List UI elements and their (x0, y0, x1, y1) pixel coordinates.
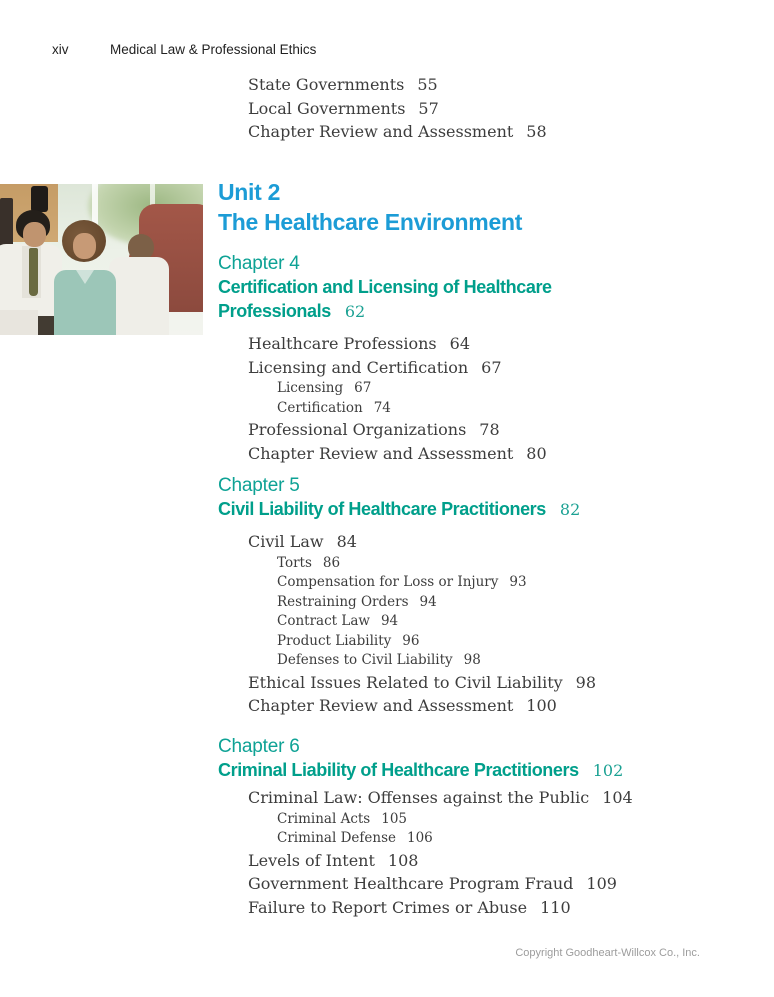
toc-entry-title: Chapter Review and Assessment (248, 122, 514, 141)
photo-doctor-tie (29, 248, 38, 296)
toc-entry (277, 399, 547, 419)
toc-entry-title: Chapter Review and Assessment (248, 443, 514, 463)
toc-entry-page-number: 94 (380, 613, 399, 629)
chapter-4-heading (218, 252, 678, 324)
chapter-label: Chapter 4 (218, 253, 300, 274)
toc-entry-page-number: 93 (509, 574, 527, 590)
toc-entry-page-number: 108 (387, 850, 419, 870)
toc-entry-title: Certification (277, 399, 363, 416)
toc-entry-title: Restraining Orders (277, 593, 409, 610)
toc-entry-page-number: 74 (373, 399, 391, 416)
copyright-notice: Copyright Goodheart-Willcox Co., Inc. (515, 947, 700, 959)
toc-entry-page-number: 98 (575, 672, 597, 692)
toc-entry-title: Criminal Law: Offenses against the Public (248, 788, 590, 807)
toc-entry-title: Chapter Review and Assessment (248, 696, 514, 715)
toc-entry (248, 73, 547, 97)
toc-entry (277, 810, 633, 830)
toc-entry-page-number: 84 (336, 532, 357, 551)
chapter-title (218, 497, 774, 522)
toc-entry-title: Ethical Issues Related to Civil Liability (248, 672, 563, 692)
toc-entry-page-number: 110 (540, 897, 571, 917)
toc-entry-page-number: 58 (526, 122, 547, 141)
toc-entry (248, 530, 596, 554)
toc-entry (277, 593, 596, 613)
toc-entry-page-number: 67 (481, 357, 502, 377)
toc-entry-title: Healthcare Professions (248, 334, 437, 353)
chapter-6-entries (248, 786, 633, 919)
toc-entry (277, 651, 596, 671)
photo-background-person-body (109, 257, 169, 335)
toc-entry-title: Government Healthcare Program Fraud (248, 874, 574, 893)
toc-entry-page-number: 80 (526, 443, 547, 463)
toc-entry-page-number: 100 (526, 696, 557, 715)
toc-entry-title: Product Liability (277, 632, 392, 649)
toc-entry (248, 849, 633, 873)
toc-entry-title: Defenses to Civil Liability (277, 652, 453, 668)
toc-entry (248, 418, 547, 442)
toc-entry-title: Contract Law (277, 613, 370, 629)
chapter-title (218, 275, 678, 324)
toc-entry (248, 356, 547, 380)
chapter-5-entries (248, 530, 596, 718)
toc-entry-title: Licensing (277, 380, 344, 396)
toc-entry-title: State Governments (248, 75, 405, 94)
toc-entry-page-number: 109 (586, 874, 617, 893)
page-folio: xiv (52, 42, 69, 57)
toc-entry-page-number: 104 (602, 788, 633, 807)
healthcare-workers-photo (0, 184, 203, 335)
toc-entry (248, 671, 596, 695)
toc-entry (248, 442, 547, 466)
toc-entry (277, 612, 596, 632)
toc-entry (277, 829, 633, 849)
toc-entry-page-number: 55 (417, 75, 438, 94)
chapter-label: Chapter 5 (218, 475, 300, 496)
toc-entry-page-number: 96 (402, 632, 420, 649)
book-title: Medical Law & Professional Ethics (110, 42, 317, 57)
toc-entry (277, 554, 596, 574)
toc-entry-title: Local Governments (248, 98, 406, 118)
toc-entry-title: Criminal Acts (277, 810, 371, 827)
chapter-6-heading (218, 735, 774, 783)
toc-entry (277, 632, 596, 652)
toc-entry (277, 573, 596, 593)
toc-entries-chapter3-tail (248, 73, 547, 144)
toc-entry-page-number: 106 (406, 830, 433, 846)
toc-entry-title: Failure to Report Crimes or Abuse (248, 897, 528, 917)
photo-wall-machine (0, 198, 13, 250)
toc-entry-title: Compensation for Loss or Injury (277, 574, 499, 590)
toc-entry-title: Professional Organizations (248, 420, 467, 439)
toc-entry (248, 120, 547, 144)
toc-entry (277, 379, 547, 399)
toc-entry-title: Civil Law (248, 532, 324, 551)
toc-entry-title: Levels of Intent (248, 850, 375, 870)
toc-entry (248, 332, 547, 356)
toc-entry-page-number: 86 (322, 554, 341, 571)
toc-entry-page-number: 105 (381, 810, 408, 827)
toc-entry (248, 694, 596, 718)
chapter-label: Chapter 6 (218, 736, 300, 757)
chapter-title-text: Certification and Licensing of Healthcare Professionals (218, 277, 552, 321)
toc-entry-title: Torts (277, 554, 312, 571)
toc-entry-page-number: 94 (419, 593, 437, 610)
unit-label: Unit 2 (218, 179, 281, 205)
toc-entry-page-number: 64 (449, 334, 470, 353)
unit-heading (218, 177, 522, 237)
toc-entry-page-number: 67 (354, 380, 372, 396)
chapter-page-number: 82 (559, 500, 581, 519)
chapter-title (218, 758, 774, 783)
unit-title: The Healthcare Environment (218, 209, 523, 235)
toc-entry-page-number: 98 (463, 652, 481, 668)
chapter-page-number: 62 (344, 302, 366, 321)
toc-entry (248, 896, 633, 920)
photo-foreground-table (0, 310, 38, 335)
toc-entry-page-number: 78 (479, 420, 500, 439)
chapter-5-heading (218, 474, 774, 522)
toc-entry (248, 97, 547, 121)
toc-entry-title: Criminal Defense (277, 830, 396, 846)
photo-nurse-face (73, 233, 96, 259)
chapter-4-entries (248, 332, 547, 465)
photo-wall-phone (31, 186, 48, 212)
chapter-title-text: Civil Liability of Healthcare Practitioners (218, 499, 546, 519)
toc-entry-title: Licensing and Certification (248, 357, 469, 377)
toc-entry (248, 786, 633, 810)
chapter-title-text: Criminal Liability of Healthcare Practitioners (218, 760, 579, 780)
toc-entry-page-number: 57 (418, 98, 439, 118)
toc-entry (248, 872, 633, 896)
chapter-page-number: 102 (592, 761, 624, 780)
photo-doctor-face (23, 222, 46, 247)
